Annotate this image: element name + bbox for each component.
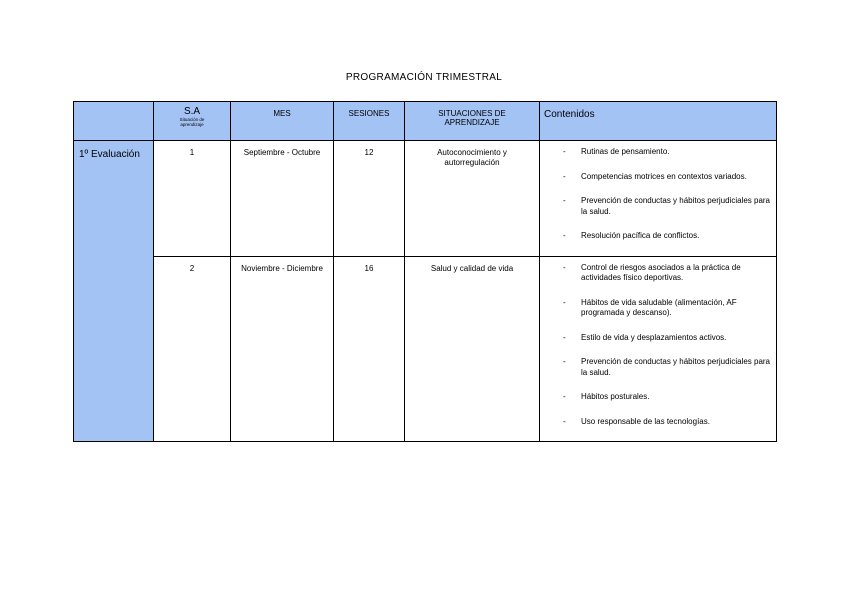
list-item — [540, 172, 772, 183]
list-item-text: Hábitos posturales. — [581, 392, 650, 401]
sesiones-cell: 16 — [334, 256, 405, 442]
evaluation-cell: 1º Evaluación — [74, 141, 154, 442]
header-row — [74, 102, 777, 141]
header-empty-cell — [74, 102, 154, 141]
bullet-dash: - — [563, 171, 566, 181]
contenidos-cell — [540, 141, 777, 257]
list-item-text: Hábitos de vida saludable (alimentación, AF programada y descanso). — [581, 297, 737, 317]
list-item-text: Estilo de vida y desplazamientos activos. — [581, 332, 727, 342]
situacion-line-1: Salud y calidad de vida — [430, 263, 514, 273]
list-item — [540, 417, 772, 428]
header-sa-sub-2: aprendizaje — [180, 122, 204, 127]
bullet-dash: - — [563, 357, 566, 366]
situacion-line-1: Autoconocimiento y — [437, 148, 507, 157]
list-item-text: Rutinas de pensamiento. — [581, 147, 670, 156]
contenidos-list — [540, 257, 776, 428]
list-item-text: Control de riesgos asociados a la práctica de actividades físico deportivas. — [581, 262, 741, 282]
mes-cell: Noviembre - Diciembre — [231, 256, 334, 442]
list-item — [540, 392, 772, 403]
programacion-table — [73, 101, 777, 442]
bullet-dash: - — [563, 262, 566, 272]
contenidos-cell — [540, 256, 777, 442]
list-item — [540, 147, 772, 158]
header-contenidos: Contenidos — [540, 102, 777, 141]
bullet-dash: - — [563, 196, 566, 205]
header-sa-label: S.A — [183, 106, 201, 117]
bullet-dash: - — [563, 231, 566, 240]
sa-cell: 2 — [154, 256, 231, 442]
page-title: PROGRAMACIÓN TRIMESTRAL — [345, 72, 503, 83]
situacion-cell — [405, 141, 540, 257]
mes-cell: Septiembre - Octubre — [231, 141, 334, 257]
list-item-text: Prevención de conductas y hábitos perjudiciales para la salud. — [581, 196, 771, 216]
bullet-dash: - — [563, 392, 566, 401]
bullet-dash: - — [563, 297, 566, 307]
list-item — [540, 196, 772, 217]
header-situaciones — [405, 102, 540, 141]
table-row — [74, 141, 777, 257]
sa-cell: 1 — [154, 141, 231, 257]
bullet-dash: - — [563, 416, 566, 426]
list-item — [540, 298, 772, 319]
header-mes: MES — [231, 102, 334, 141]
list-item-text: Prevención de conductas y hábitos perjudiciales para la salud. — [581, 357, 771, 377]
list-item-text: Resolución pacífica de conflictos. — [581, 231, 700, 240]
list-item-text: Competencias motrices en contextos variados. — [581, 171, 747, 181]
list-item-text: Uso responsable de las tecnologías. — [581, 416, 710, 426]
header-situaciones-2: APRENDIZAJE — [444, 118, 500, 127]
header-situaciones-1: SITUACIONES DE — [438, 109, 506, 118]
situacion-cell — [405, 256, 540, 442]
bullet-dash: - — [563, 147, 566, 156]
contenidos-list — [540, 141, 776, 242]
list-item — [540, 263, 772, 284]
header-sa-sub-1: Situación de — [179, 117, 205, 122]
table-row — [74, 256, 777, 442]
sesiones-cell: 12 — [334, 141, 405, 257]
list-item — [540, 357, 772, 378]
header-sa — [154, 102, 231, 141]
bullet-dash: - — [563, 332, 566, 342]
list-item — [540, 333, 772, 344]
list-item — [540, 231, 772, 242]
header-sesiones: SESIONES — [334, 102, 405, 141]
situacion-line-2: autorregulación — [444, 158, 500, 167]
